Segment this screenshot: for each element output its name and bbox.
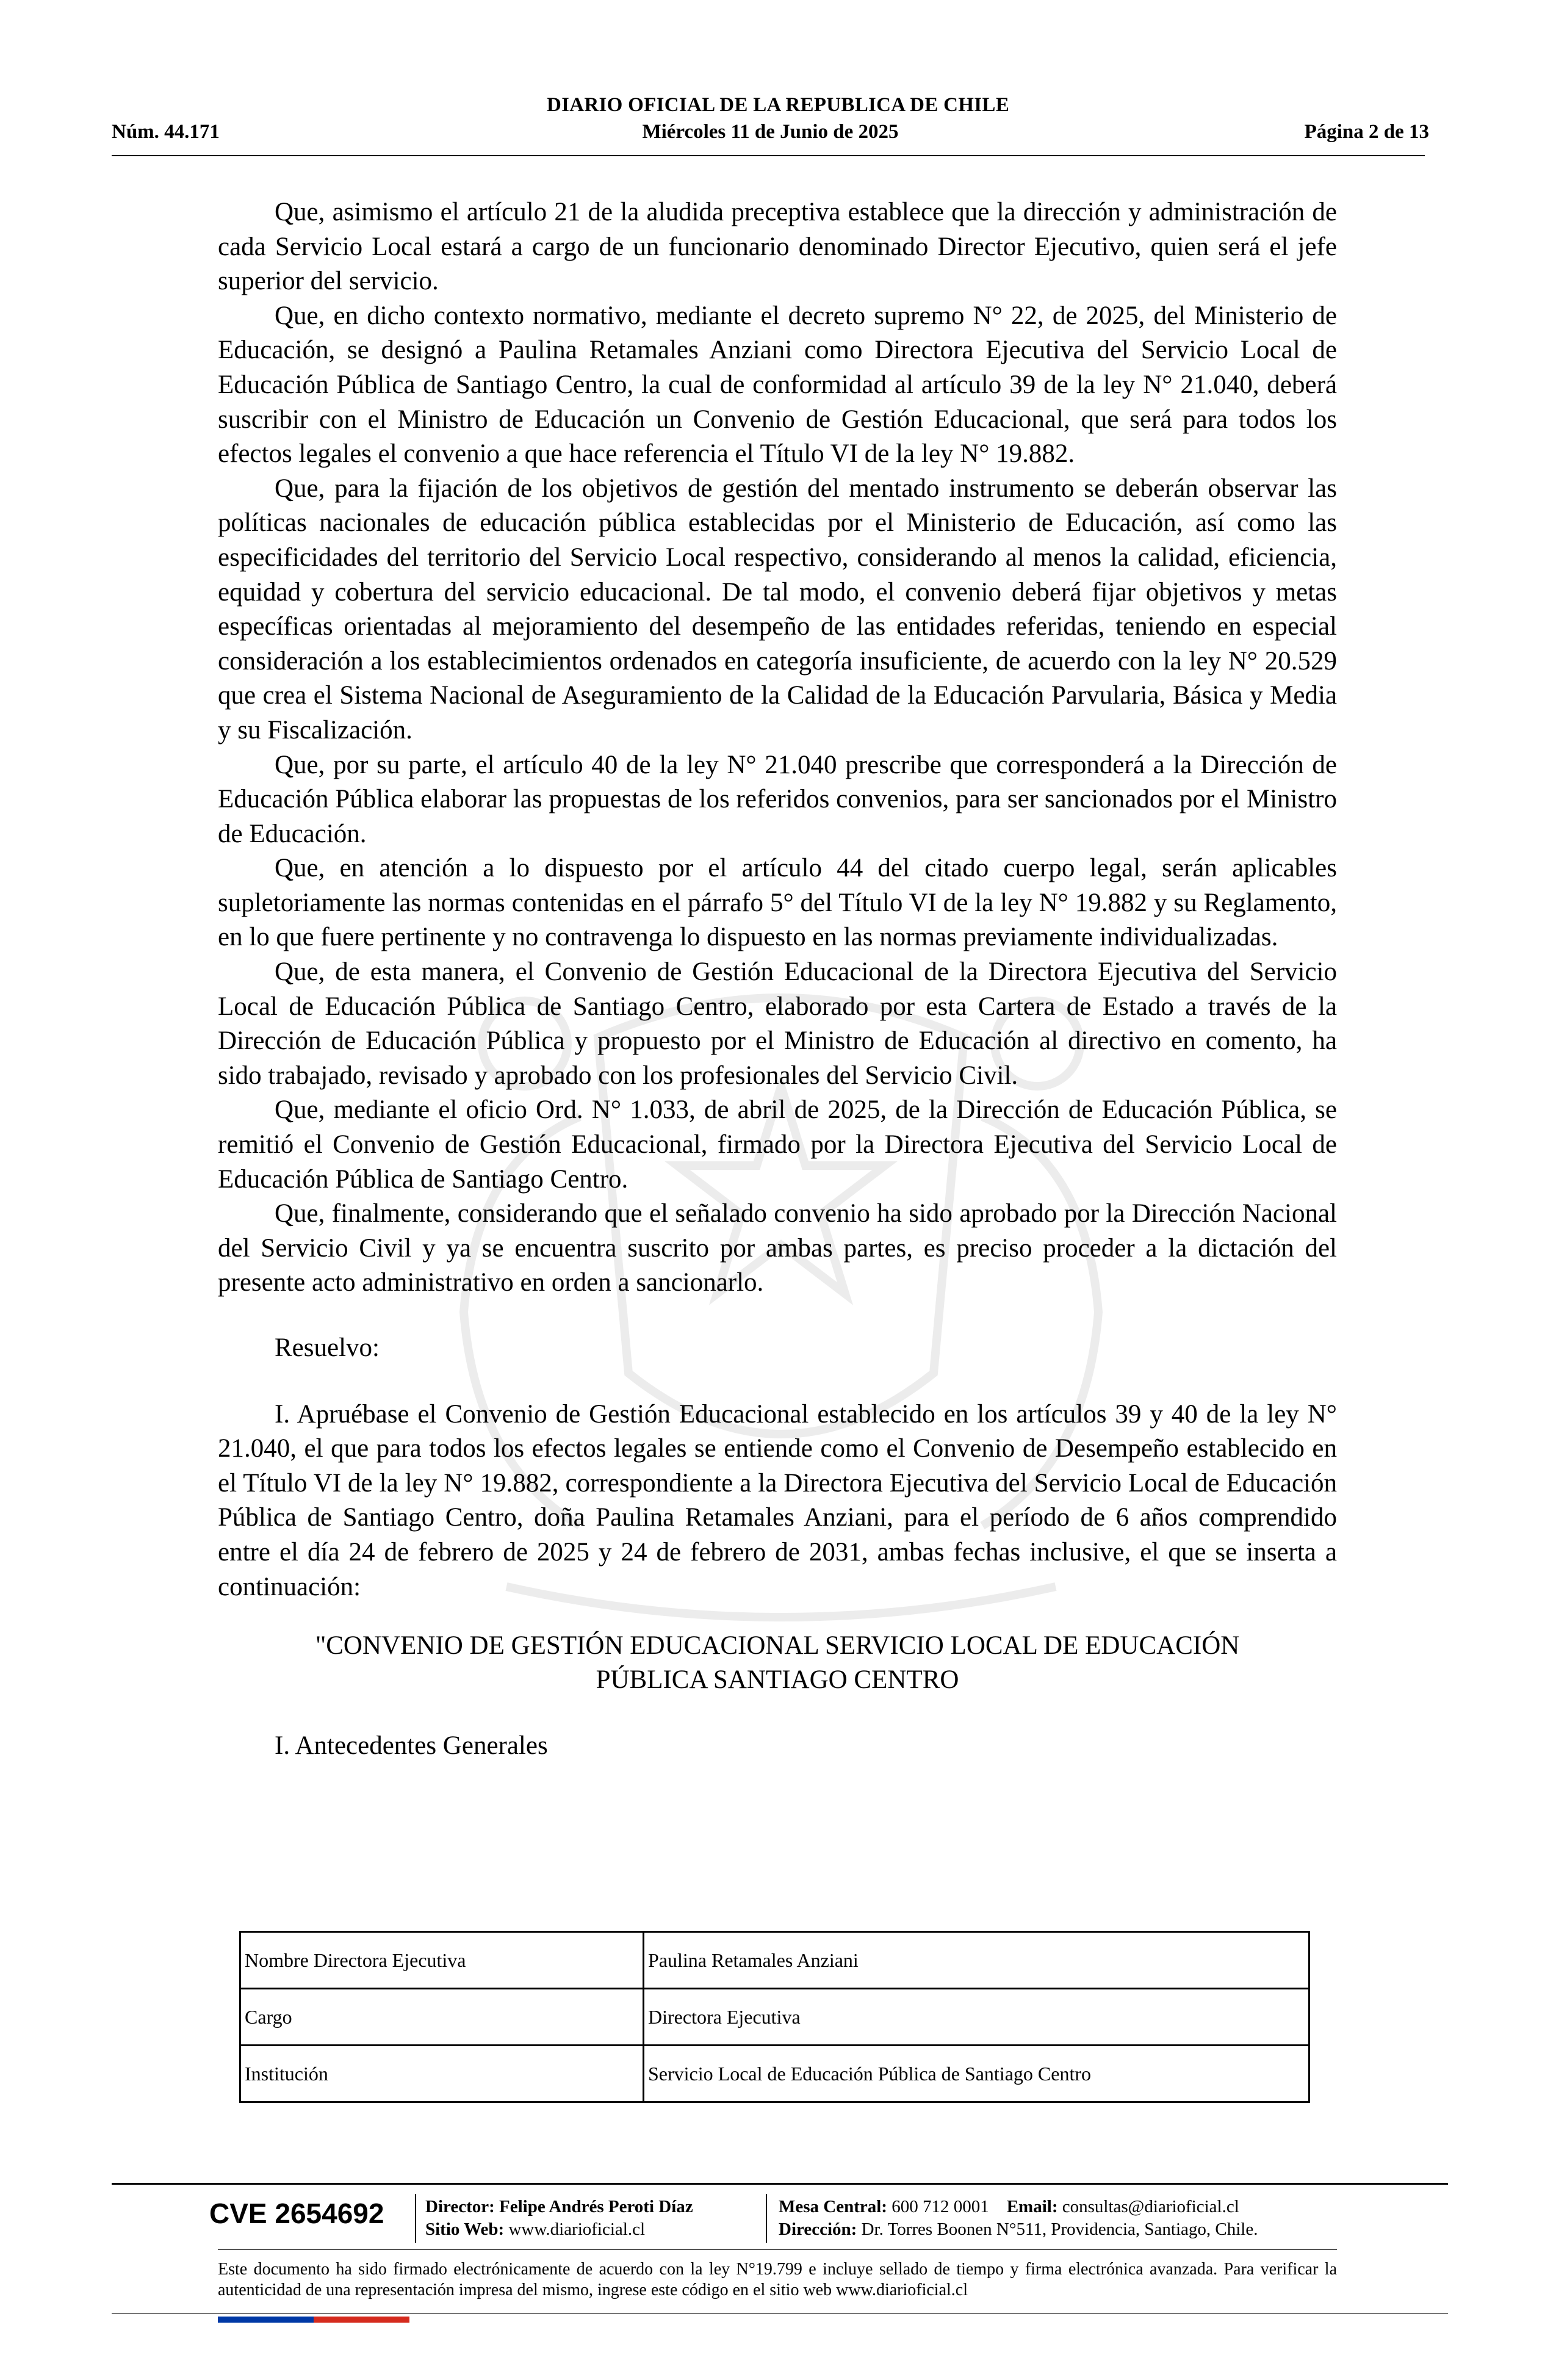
site-label: Sitio Web:	[425, 2220, 505, 2239]
director-name: Felipe Andrés Peroti Díaz	[499, 2197, 693, 2216]
table-cell-value: Servicio Local de Educación Pública de Santiago Centro	[644, 2046, 1309, 2102]
page-number: Página 2 de 13	[1304, 121, 1429, 143]
section-heading: I. Antecedentes Generales	[275, 1731, 548, 1761]
table-cell-label: Institución	[240, 2046, 644, 2102]
footer-separator	[415, 2194, 416, 2243]
legal-notice: Este documento ha sido firmado electrónicamente de acuerdo con la ley N°19.799 e incluye sellado de tiempo y firma electrónica avanzada. Para verificar la autenticidad de una representación impresa del mismo, ingrese este código en el sitio web www.diarioficial.cl	[218, 2260, 1337, 2299]
table-row	[240, 1932, 1309, 1989]
table-cell-value: Paulina Retamales Anziani	[644, 1932, 1309, 1989]
paragraph: Que, por su parte, el artículo 40 de la ley N° 21.040 prescribe que corresponderá a la Dirección de Educación Pública elaborar las propuestas de los referidos convenios, para ser sancionados por el Ministro de Educación.	[218, 750, 1337, 848]
table-cell-label: Nombre Directora Ejecutiva	[240, 1932, 644, 1989]
newspaper-title: DIARIO OFICIAL DE LA REPUBLICA DE CHILE	[546, 94, 1010, 116]
convenio-title	[218, 1629, 1337, 1697]
table-cell-label: Cargo	[240, 1989, 644, 2046]
resolution-paragraph: I. Apruébase el Convenio de Gestión Educacional establecido en los artículos 39 y 40 de la ley N° 21.040, el que para todos los efectos legales se entiende como el Convenio de Desempeño establecido en el Título VI de la ley N° 19.882, correspondiente a la Directora Ejecutiva del Servicio Local de Educación Pública de Santiago Centro, doña Paulina Retamales Anziani, para el período de 6 años comprendido entre el día 24 de febrero de 2025 y 24 de febrero de 2031, ambas fechas inclusive, el que se inserta a continuación:	[218, 1399, 1337, 1601]
director-label: Director:	[425, 2197, 495, 2216]
email-link[interactable]: consultas@diarioficial.cl	[1062, 2197, 1239, 2216]
address-value: Dr. Torres Boonen N°511, Providencia, Santiago, Chile.	[861, 2220, 1258, 2239]
resuelvo-heading: Resuelvo:	[275, 1333, 380, 1362]
footer-thin-divider	[218, 2249, 1337, 2250]
footer-separator	[766, 2194, 767, 2243]
phone-label: Mesa Central:	[779, 2197, 887, 2216]
address-label: Dirección:	[779, 2220, 857, 2239]
paragraph: Que, para la fijación de los objetivos de gestión del mentado instrumento se deberán observar las políticas nacionales de educación pública establecidas por el Ministerio de Educación, así como las especificidades del territorio del Servicio Local respectivo, considerando al menos la calidad, eficiencia, equidad y cobertura del servicio educacional. De tal modo, el convenio deberá fijar objetivos y metas específicas orientadas al mejoramiento del desempeño de las entidades referidas, teniendo en especial consideración a los establecimientos ordenados en categoría insuficiente, de acuerdo con la ley N° 20.529 que crea el Sistema Nacional de Aseguramiento de la Calidad de la Educación Parvularia, Básica y Media y su Fiscalización.	[218, 474, 1337, 745]
paragraph: Que, de esta manera, el Convenio de Gestión Educacional de la Directora Ejecutiva del Servicio Local de Educación Pública de Santiago Centro, elaborado por esta Cartera de Estado a través de la Dirección de Educación Pública y propuesto por el Ministro de Educación al directivo en comento, ha sido trabajado, revisado y aprobado con los profesionales del Servicio Civil.	[218, 957, 1337, 1090]
general-info-table	[239, 1931, 1310, 2103]
paragraph: Que, mediante el oficio Ord. N° 1.033, de abril de 2025, de la Dirección de Educación Pública, se remitió el Convenio de Gestión Educacional, firmado por la Directora Ejecutiva del Servicio Local de Educación Pública de Santiago Centro.	[218, 1095, 1337, 1194]
footer-divider	[112, 2183, 1448, 2185]
paragraph: Que, finalmente, considerando que el señalado convenio ha sido aprobado por la Dirección Nacional del Servicio Civil y ya se encuentra suscrito por ambas partes, es preciso proceder a la dictación del presente acto administrativo en orden a sancionarlo.	[218, 1199, 1337, 1297]
issue-number: Núm. 44.171	[112, 121, 220, 143]
table-row	[240, 1989, 1309, 2046]
phone-value: 600 712 0001	[891, 2197, 989, 2216]
paragraph: Que, en atención a lo dispuesto por el artículo 44 del citado cuerpo legal, serán aplicables supletoriamente las normas contenidas en el párrafo 5° del Título VI de la ley N° 19.882 y su Reglamento, en lo que fuere pertinente y no contravenga lo dispuesto en las normas previamente individualizadas.	[218, 854, 1337, 952]
email-label: Email:	[1006, 2197, 1058, 2216]
issue-date: Miércoles 11 de Junio de 2025	[642, 121, 899, 143]
table-row	[240, 2046, 1309, 2102]
document-body	[218, 195, 1337, 1764]
paragraph: Que, asimismo el artículo 21 de la aludida preceptiva establece que la dirección y administración de cada Servicio Local estará a cargo de un funcionario denominado Director Ejecutivo, quien será el jefe superior del servicio.	[218, 198, 1337, 296]
site-link[interactable]: www.diarioficial.cl	[508, 2220, 646, 2239]
footer-bottom-divider	[112, 2313, 1448, 2314]
convenio-title-line: PÚBLICA SANTIAGO CENTRO	[596, 1665, 959, 1695]
cve-code: CVE 2654692	[209, 2198, 384, 2229]
footer-director-block	[425, 2196, 693, 2241]
header-divider	[112, 155, 1425, 156]
table-cell-value: Directora Ejecutiva	[644, 1989, 1309, 2046]
header-row	[112, 121, 1429, 148]
convenio-title-line: "CONVENIO DE GESTIÓN EDUCACIONAL SERVICIO LOCAL DE EDUCACIÓN	[315, 1631, 1240, 1661]
flag-stripe-blue	[218, 2317, 314, 2323]
paragraph: Que, en dicho contexto normativo, mediante el decreto supremo N° 22, de 2025, del Ministerio de Educación, se designó a Paulina Retamales Anziani como Directora Ejecutiva del Servicio Local de Educación Pública de Santiago Centro, la cual de conformidad al artículo 39 de la ley N° 21.040, deberá suscribir con el Ministro de Educación un Convenio de Gestión Educacional, que será para todos los efectos legales el convenio a que hace referencia el Título VI de la ley N° 19.882.	[218, 301, 1337, 469]
flag-stripe-red	[314, 2317, 409, 2323]
footer-contact-block	[779, 2196, 1258, 2241]
